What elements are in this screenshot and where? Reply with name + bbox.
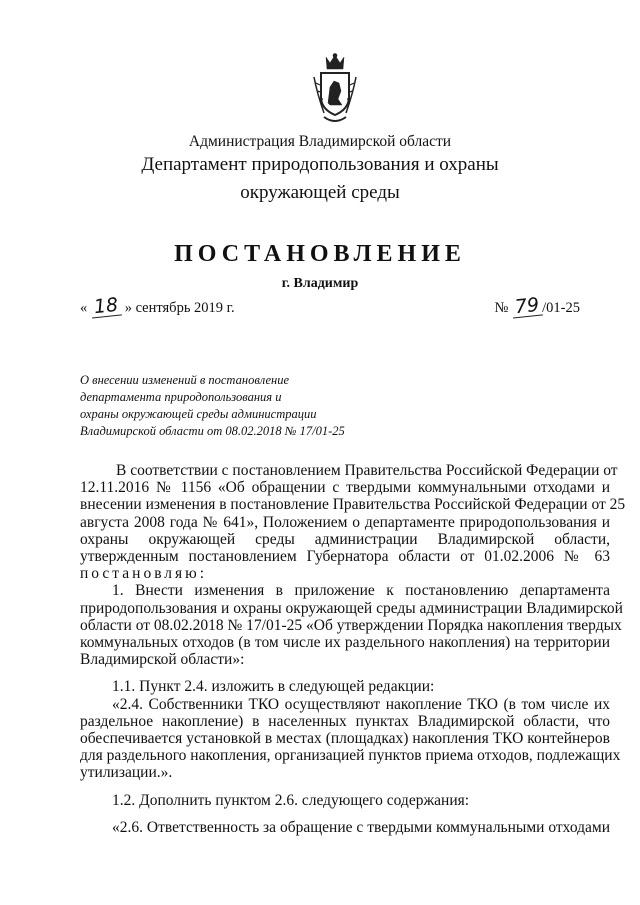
resolve-word: постановляю: xyxy=(80,565,208,583)
date-month-year: сентябрь 2019 г. xyxy=(135,300,235,316)
subject-line: охраны окружающей среды администрации xyxy=(80,407,317,421)
document-number xyxy=(494,293,580,319)
item1-line: области от 08.02.2018 № 17/01-25 «Об утверждении Порядка накопления твердых xyxy=(80,616,622,634)
date-day-handwritten: 18 xyxy=(90,295,122,318)
preamble-line: В соответствии с постановлением Правительства Российской Федерации от xyxy=(116,462,618,479)
item12-line: «2.6. Ответственность за обращение с твердыми коммунальными отходами xyxy=(112,818,610,836)
item1-line: природопользования и охраны окружающей среды администрации Владимирской xyxy=(80,599,623,617)
coat-of-arms-emblem xyxy=(312,53,358,127)
subject-line: О внесении изменений в постановление xyxy=(80,373,290,387)
subject-line: департамента природопользования и xyxy=(80,390,282,404)
department-name-line1: Департамент природопользования и охраны xyxy=(141,154,499,175)
number-prefix: № xyxy=(494,300,509,316)
document-subject xyxy=(80,372,360,440)
item11-line: утилизации.». xyxy=(80,764,173,782)
item11-line: раздельное накопление) в населенных пунктах Владимирской области, что xyxy=(80,712,610,730)
preamble-line: августа 2008 года № 641», Положением о департаменте природопользования и xyxy=(80,513,610,531)
item11-line: обеспечивается установкой в местах (площадках) накопления ТКО контейнеров xyxy=(80,730,610,748)
document-city: г. Владимир xyxy=(281,276,359,291)
preamble-line: 12.11.2016 № 1156 «Об обращении с твердыми коммунальными отходами и xyxy=(80,479,610,497)
date-close-quote: » xyxy=(124,300,132,316)
number-suffix: /01-25 xyxy=(542,300,580,316)
preamble-line: охраны окружающей среды администрации Владимирской области, xyxy=(80,530,610,548)
item11-line: для раздельного накопления, организацией пунктов приема отходов, подлежащих xyxy=(80,747,621,765)
document-title: ПОСТАНОВЛЕНИЕ xyxy=(174,241,466,267)
item1-line: 1. Внести изменения в приложение к постановлению департамента xyxy=(112,582,610,600)
subject-line: Владимирской области от 08.02.2018 № 17/01-25 xyxy=(80,424,345,438)
preamble-line: внесении изменения в постановление Правительства Российской Федерации от 25 xyxy=(80,496,626,514)
item12-heading: 1.2. Дополнить пунктом 2.6. следующего содержания: xyxy=(112,791,470,809)
item1-line: Владимирской области»: xyxy=(80,651,245,669)
item11-heading: 1.1. Пункт 2.4. изложить в следующей редакции: xyxy=(112,678,435,696)
number-handwritten: 79 xyxy=(511,295,543,318)
document-date xyxy=(80,293,235,319)
preamble-line: утвержденным постановлением Губернатора области от 01.02.2006 № 63 xyxy=(80,548,610,566)
document-body xyxy=(80,462,626,836)
item1-line: коммунальных отходов (в том числе их раздельного накопления) на территории xyxy=(80,634,610,652)
department-name-line2: окружающей среды xyxy=(240,182,400,203)
organization-name: Администрация Владимирской области xyxy=(188,133,452,150)
item11-line: «2.4. Собственники ТКО осуществляют накопление ТКО (в том числе их xyxy=(112,695,610,713)
date-open-quote: « xyxy=(80,300,88,316)
